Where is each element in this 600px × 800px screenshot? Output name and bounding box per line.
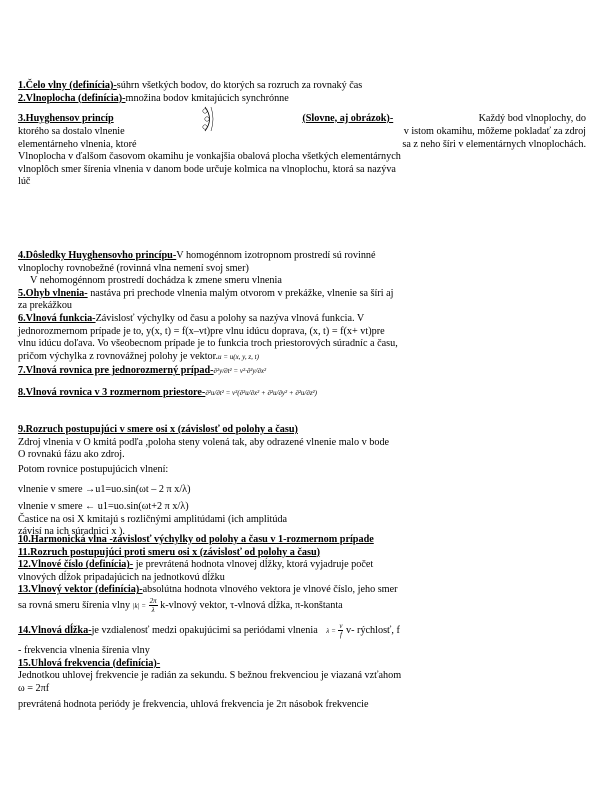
s14-text-2: v- rýchlosť, f — [346, 624, 400, 636]
s12-heading: 12.Vlnové číslo (definícia)- — [18, 559, 134, 571]
s13-heading: 13.Vlnový vektor (definícia)- — [18, 584, 143, 596]
s6-line-3: vlnu idúcu doľava. Vo všeobecnom prípade je to funkcia troch priestorových súradníc a času, — [18, 338, 398, 350]
s14-text: je vzdialenosť medzi opakujúcimi sa periódami vlnenia — [91, 624, 318, 636]
s8-heading: 8.Vlnová rovnica v 3 rozmernom priestore- — [18, 386, 206, 398]
s9-heading: 9.Rozruch postupujúci v smere osi x (závislosť od polohy a času) — [18, 424, 298, 435]
s6-text: Závislosť výchylky od času a polohy sa nazýva vlnová funkcia. V — [95, 312, 365, 324]
s13-num: 2π — [149, 596, 157, 605]
s9-line-1: Zdroj vlnenia v O kmitá podľa ,poloha steny volená tak, aby odrazené vlnenie malo v bode — [18, 436, 390, 448]
s13-fraction — [149, 597, 158, 614]
s2-text: množina bodov kmitajúcich synchrónne — [125, 92, 289, 104]
s15-heading: 15.Uhlová frekvencia (definícia)- — [18, 657, 161, 669]
s15-line-1: Jednotkou uhlovej frekvencie je radián za sekundu. S bežnou frekvenciou je viazaná vzťahom — [18, 670, 402, 682]
s1-text: súhrn všetkých bodov, do ktorých sa rozruch za rovnaký čas — [116, 80, 363, 91]
s14-den: f — [339, 631, 342, 639]
section-1 — [18, 80, 586, 105]
s8-formula: ∂²u/∂t² = v²(∂²u/∂x² + ∂²u/∂y² + ∂²u/∂z²) — [205, 388, 317, 397]
s13-den: λ — [151, 605, 155, 614]
s9-line-6: Častice na osi X kmitajú s rozličnými amplitúdami (ich amplitúda — [18, 513, 288, 525]
s13-line-2a: sa rovná smeru šírenia vlny — [18, 599, 131, 611]
s11-heading: 11.Rozruch postupujúci proti smeru osi x (závislosť od polohy a času) — [18, 546, 321, 558]
s6-line-4: pričom výchylka z rovnovážnej polohy je vektor. — [18, 350, 219, 362]
s13-k: |k| = — [132, 601, 147, 610]
section-14 — [18, 622, 586, 712]
s3-line-2b: v istom okamihu, môžeme pokladať za zdroj — [403, 126, 586, 137]
s7-heading: 7.Vlnová rovnica pre jednorozmerný prípad- — [18, 365, 214, 377]
s14-line-2: - frekvencia vlnenia šírenia vlny — [18, 645, 150, 656]
s12-line-2: vlnových dĺžok pripadajúcich na jednotkovú dĺžku — [18, 571, 225, 583]
s6-line-2: jednorozmernom prípade je to, y(x, t) = f(x–vt)pre vlnu idúcu doprava, (x, t) = f(x+ vt)pre — [18, 325, 385, 337]
s1-heading: 1.Čelo vlny (definícia)- — [18, 80, 117, 91]
s14-num: v — [339, 622, 343, 630]
s9-line-2: O rovnakú fázu ako zdroj. — [18, 449, 125, 461]
s15-line-3: prevrátená hodnota periódy je frekvencia, uhlová frekvencia je 2π násobok frekvencie — [18, 699, 369, 711]
s5-text: nastáva pri prechode vlnenia malým otvorom v prekážke, vlnenie sa šíri aj — [87, 287, 394, 299]
s3-line-2a: ktorého sa dostalo vlnenie — [18, 126, 125, 137]
s6-formula: u = u(x, y, z, t) — [218, 352, 259, 361]
s9-line-3: Potom rovnice postupujúcich vlnení: — [18, 463, 169, 475]
section-3 — [18, 106, 586, 189]
s13-text: absolútna hodnota vlnového vektora je vlnové číslo, jeho smer — [142, 584, 398, 596]
s4-line-3: V nehomogénnom prostredí dochádza k zmene smeru vlnenia — [30, 275, 282, 287]
section-4 — [18, 250, 586, 400]
s15-line-2: ω = 2πf — [18, 682, 50, 694]
section-9 — [18, 424, 586, 539]
s4-heading: 4.Dôsledky Huyghensovho princípu- — [18, 250, 177, 261]
s3-line-3b: sa z neho šíri v elementárnych vlnoplochách. — [402, 138, 586, 150]
s2-heading: 2.Vlnoplocha (definícia)- — [18, 92, 126, 104]
s10-heading: 10.Harmonická vlna -závislosť výchylky od polohy a času v 1-rozmernom prípade — [18, 534, 374, 545]
s4-line-2: vlnoplochy rovnobežné (rovinná vlna nemení svoj smer) — [18, 262, 249, 274]
s9-line-4: vlnenie v smere →u1=uo.sin(ωt – 2 π x/λ) — [18, 484, 191, 496]
s13-line-2b: k-vlnový vektor, τ-vlnová dĺžka, π-konštanta — [160, 599, 343, 611]
s3-line-3a: elementárneho vlnenia, ktoré — [18, 138, 137, 150]
s5-line-2: za prekážkou — [18, 300, 73, 312]
s3-line-1: Každý bod vlnoplochy, do — [478, 112, 586, 124]
s6-heading: 6.Vlnová funkcia- — [18, 312, 96, 324]
s3-line-6: lúč — [18, 176, 31, 188]
section-10 — [18, 534, 586, 614]
s9-line-7: závisí na ich súradnici x ). — [18, 526, 125, 538]
s3-line-4: Vlnoplocha v ďalšom časovom okamihu je vonkajšia obalová plocha všetkých elementárnych — [18, 151, 401, 163]
s3-heading-2: (Slovne, aj obrázok)- — [302, 112, 394, 124]
s7-formula: ∂²y/∂t² = v²·∂²y/∂x² — [213, 367, 267, 376]
s5-heading: 5.Ohyb vlnenia- — [18, 287, 88, 299]
huygens-figure-icon — [201, 106, 215, 132]
s14-heading: 14.Vlnová dĺžka- — [18, 624, 92, 636]
s3-line-5: vlnoplôch smer šírenia vlnenia v danom bode určuje kolmica na vlnoplochu, ktorá sa nazýva — [18, 163, 396, 175]
s12-text: je prevrátená hodnota vlnovej dĺžky, ktorá vyjadruje počet — [133, 559, 374, 571]
s14-fraction — [338, 622, 343, 639]
s3-heading-1: 3.Huyghensov princíp — [18, 112, 114, 124]
s9-line-5: vlnenie v smere ← u1=uo.sin(ωt+2 π x/λ) — [18, 500, 189, 512]
s4-text: V homogénnom izotropnom prostredí sú rovinné — [176, 250, 376, 261]
s14-lambda: λ = — [326, 626, 336, 635]
